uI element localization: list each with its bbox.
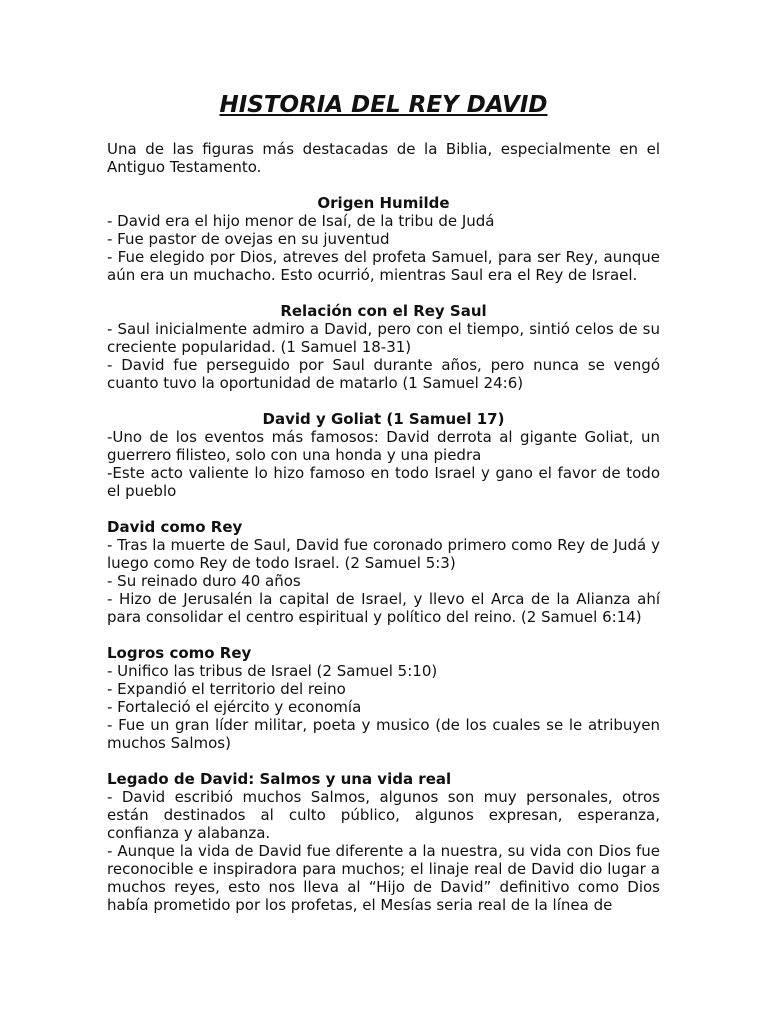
section-line: -Uno de los eventos más famosos: David derrota al gigante Goliat, un guerrero filisteo, solo con una honda y una piedra — [107, 428, 660, 464]
section-line: - Aunque la vida de David fue diferente a la nuestra, su vida con Dios fue reconocible e inspiradora para muchos; el linaje real de David dio lugar a muchos reyes, esto nos lleva al “Hijo de David” definitivo como Dios había prometido por los profetas, el Mesías seria real de la línea de — [107, 842, 660, 914]
section-line: - Fue pastor de ovejas en su juventud — [107, 230, 390, 248]
section-legado-de-david — [107, 770, 660, 914]
section-line: - Expandió el territorio del reino — [107, 680, 346, 698]
section-line: - David era el hijo menor de Isaí, de la tribu de Judá — [107, 212, 495, 230]
section-line: - David escribió muchos Salmos, algunos son muy personales, otros están destinados al culto público, algunos expresan, esperanza, confianza y alabanza. — [107, 788, 660, 842]
section-heading: Origen Humilde — [317, 194, 450, 212]
section-line: - Fue un gran líder militar, poeta y musico (de los cuales se le atribuyen muchos Salmos) — [107, 716, 660, 752]
section-heading: Logros como Rey — [107, 644, 252, 662]
document-title: HISTORIA DEL REY DAVID — [219, 92, 548, 118]
section-logros-como-rey — [107, 644, 660, 752]
section-line: - Saul inicialmente admiro a David, pero con el tiempo, sintió celos de su creciente popularidad. (1 Samuel 18-31) — [107, 320, 660, 356]
section-line: -Este acto valiente lo hizo famoso en todo Israel y gano el favor de todo el pueblo — [107, 464, 660, 500]
section-heading: David y Goliat (1 Samuel 17) — [262, 410, 505, 428]
section-line: - Fortaleció el ejército y economía — [107, 698, 362, 716]
section-line: - Su reinado duro 40 años — [107, 572, 301, 590]
section-heading: Legado de David: Salmos y una vida real — [107, 770, 452, 788]
section-line: - Fue elegido por Dios, atreves del profeta Samuel, para ser Rey, aunque aún era un muchacho. Esto ocurrió, mientras Saul era el Rey de Israel. — [107, 248, 660, 284]
section-heading: Relación con el Rey Saul — [280, 302, 487, 320]
section-david-y-goliat — [107, 410, 660, 500]
section-line: - Unifico las tribus de Israel (2 Samuel 5:10) — [107, 662, 438, 680]
section-line: - Tras la muerte de Saul, David fue coronado primero como Rey de Judá y luego como Rey de todo Israel. (2 Samuel 5:3) — [107, 536, 660, 572]
intro-paragraph: Una de las figuras más destacadas de la Biblia, especialmente en el Antiguo Testamento. — [107, 140, 660, 176]
document-page — [107, 90, 660, 914]
section-david-como-rey — [107, 518, 660, 626]
section-line: - David fue perseguido por Saul durante años, pero nunca se vengó cuanto tuvo la oportunidad de matarlo (1 Samuel 24:6) — [107, 356, 660, 392]
section-relacion-rey-saul — [107, 302, 660, 392]
section-heading: David como Rey — [107, 518, 243, 536]
section-line: - Hizo de Jerusalén la capital de Israel, y llevo el Arca de la Alianza ahí para consolidar el centro espiritual y político del reino. (2 Samuel 6:14) — [107, 590, 660, 626]
section-origen-humilde — [107, 194, 660, 284]
